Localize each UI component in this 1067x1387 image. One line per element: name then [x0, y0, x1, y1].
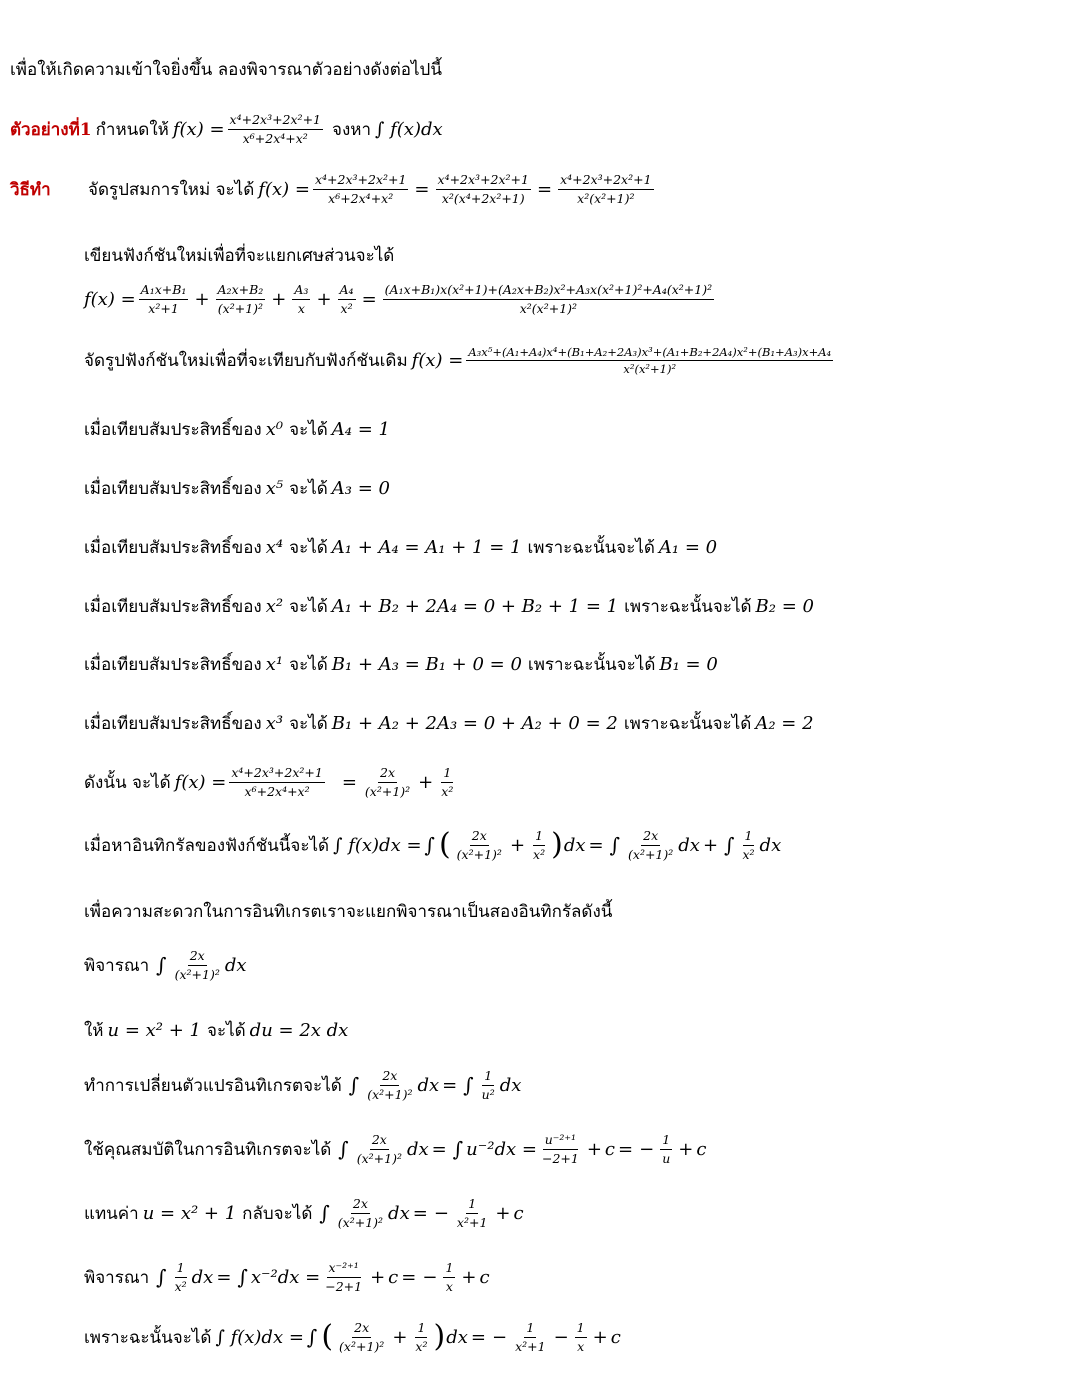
fraction: $\frac{\text{x⁴+2x³+2x²+1}}{\text{x²(x²+1)²}}$: [560, 172, 652, 206]
split-intro: เพื่อความสะดวกในการอินทิเกรตเราจะแยกพิจารณาเป็นสองอินทิกรัลดังนี้: [84, 902, 613, 922]
property-line: ใช้คุณสมบัติในการอินทิเกรตจะได้ ∫ $\frac{2x}{\text{(x²+1)²}}$ dx = ∫ u⁻²dx = $\frac{\text{u⁻²⁺¹}}{-2+1}$ + c = − $\frac{1}{u}$ + c: [84, 1132, 707, 1166]
consider-first: พิจารณา ∫ $\frac{2x}{\text{(x²+1)²}}$ dx: [84, 948, 247, 982]
compare-x4: เมื่อเทียบสัมประสิทธิ์ของ x⁴ จะได้ A₁ + A₄ = A₁ + 1 = 1 เพราะฉะนั้นจะได้ A₁ = 0: [84, 537, 718, 558]
back-substitute-line: แทนค่า u = x² + 1 กลับจะได้ ∫ $\frac{2x}{\text{(x²+1)²}}$ dx = − $\frac{1}{\text{x²+1}}$ + c: [84, 1196, 524, 1230]
consider-second: พิจารณา ∫ $\frac{1}{\text{x²}}$ dx = ∫ x⁻²dx = $\frac{\text{x⁻²⁺¹}}{-2+1}$ + c = − $\frac{1}{x}$ + c: [84, 1260, 490, 1294]
example-label: ตัวอย่างที่1: [10, 119, 92, 140]
compare-x2: เมื่อเทียบสัมประสิทธิ์ของ x² จะได้ A₁ + B₂ + 2A₄ = 0 + B₂ + 1 = 1 เพราะฉะนั้นจะได้ B₂ = 0: [84, 596, 814, 617]
result-fx-line: ดังนั้น จะได้ f(x) = $\frac{\text{x⁴+2x³+2x²+1}}{\text{x⁶+2x⁴+x²}}$ = $\frac{2x}{\text{(x²+1)²}}$ + $\frac{1}{\text{x²}}$: [84, 765, 454, 799]
integral-split-line: เมื่อหาอินทิกรัลของฟังก์ชันนี้จะได้ ∫ f(x)dx = ∫ ( $\frac{2x}{\text{(x²+1)²}}$ + $\frac{1}{\text{x²}}$ ) dx = ∫ $\frac{2x}{\text{(x²+1)²}}$ dx + ∫ $\frac{1}{\text{x²}}$ dx: [84, 827, 782, 863]
partial-fraction-line: f(x) = $\frac{\text{A₁x+B₁}}{\text{x²+1}}$ + $\frac{\text{A₂x+B₂}}{\text{(x²+1)²}}$ + $\frac{\text{A₃}}{x}$ + $\frac{\text{A₄}}{\text{x²}}$ = $\frac{\text{(A₁x+B₁)x(x²+1)+(A₂x+B₂)x²+A₃x(x²+1)²+A₄(x²+1)²}}{\text{x²(x²+1)²}}$: [84, 282, 713, 316]
compare-x1: เมื่อเทียบสัมประสิทธิ์ของ x¹ จะได้ B₁ + A₃ = B₁ + 0 = 0 เพราะฉะนั้นจะได้ B₁ = 0: [84, 654, 718, 675]
regroup-line: จัดรูปฟังก์ชันใหม่เพื่อที่จะเทียบกับฟังก์ชันเดิม f(x) = $\frac{\text{A₃x⁵+(A₁+A₄)x⁴+(B₁+A₂+2A₃)x³+(A₁+B₂+2A₄)x²+(B₁+A₃)x+A₄}}{\text{x²(x²+1)²}}$: [84, 345, 832, 377]
solution-line-1: วิธีทำ จัดรูปสมการใหม่ จะได้ f(x) = $\frac{\text{x⁴+2x³+2x²+1}}{\text{x⁶+2x⁴+x²}}$ = $\frac{\text{x⁴+2x³+2x²+1}}{\text{x²(x⁴+2x²+1)}}$ = $\frac{\text{x⁴+2x³+2x²+1}}{\text{x²(x²+1)²}}$: [10, 172, 652, 206]
fraction: $\frac{\text{x⁴+2x³+2x²+1}}{\text{x⁶+2x⁴+x²}}$: [314, 172, 407, 206]
example-line: ตัวอย่างที่1 กำหนดให้ f(x) = $\frac{\text{x⁴+2x³+2x²+1}}{\text{x⁶+2x⁴+x²}}$ จงหา ∫ f(x)dx: [10, 112, 443, 146]
solution-label: วิธีทำ: [10, 179, 51, 200]
compare-x0: เมื่อเทียบสัมประสิทธิ์ของ x⁰ จะได้ A₄ = 1: [84, 419, 390, 440]
intro-text: เพื่อให้เกิดความเข้าใจยิ่งขึ้น ลองพิจารณาตัวอย่างดังต่อไปนี้: [10, 60, 442, 80]
compare-x3: เมื่อเทียบสัมประสิทธิ์ของ x³ จะได้ B₁ + A₂ + 2A₃ = 0 + A₂ + 0 = 2 เพราะฉะนั้นจะได้ A₂ = 2: [84, 713, 814, 734]
fraction: $\frac{\text{x⁴+2x³+2x²+1}}{\text{x²(x⁴+2x²+1)}}$: [437, 172, 529, 206]
fx-lhs: f(x) =: [172, 118, 225, 140]
solution-line-2: เขียนฟังก์ชันใหม่เพื่อที่จะแยกเศษส่วนจะได้: [84, 246, 395, 266]
compare-x5: เมื่อเทียบสัมประสิทธิ์ของ x⁵ จะได้ A₃ = 0: [84, 478, 390, 499]
final-answer-line: เพราะฉะนั้นจะได้ ∫ f(x)dx = ∫ ( $\frac{2x}{\text{(x²+1)²}}$ + $\frac{1}{\text{x²}}$ ) dx = − $\frac{1}{\text{x²+1}}$ − $\frac{1}{x}$ + c: [84, 1319, 621, 1355]
substitution-line: ให้ u = x² + 1 จะได้ du = 2x dx: [84, 1020, 349, 1041]
fraction: $\frac{\text{x⁴+2x³+2x²+1}}{\text{x⁶+2x⁴+x²}}$: [229, 112, 321, 146]
change-variable-line: ทำการเปลี่ยนตัวแปรอินทิเกรตจะได้ ∫ $\frac{2x}{\text{(x²+1)²}}$ dx = ∫ $\frac{1}{\text{u²}}$ dx: [84, 1068, 522, 1102]
integral-expr: ∫ f(x)dx: [375, 118, 443, 140]
